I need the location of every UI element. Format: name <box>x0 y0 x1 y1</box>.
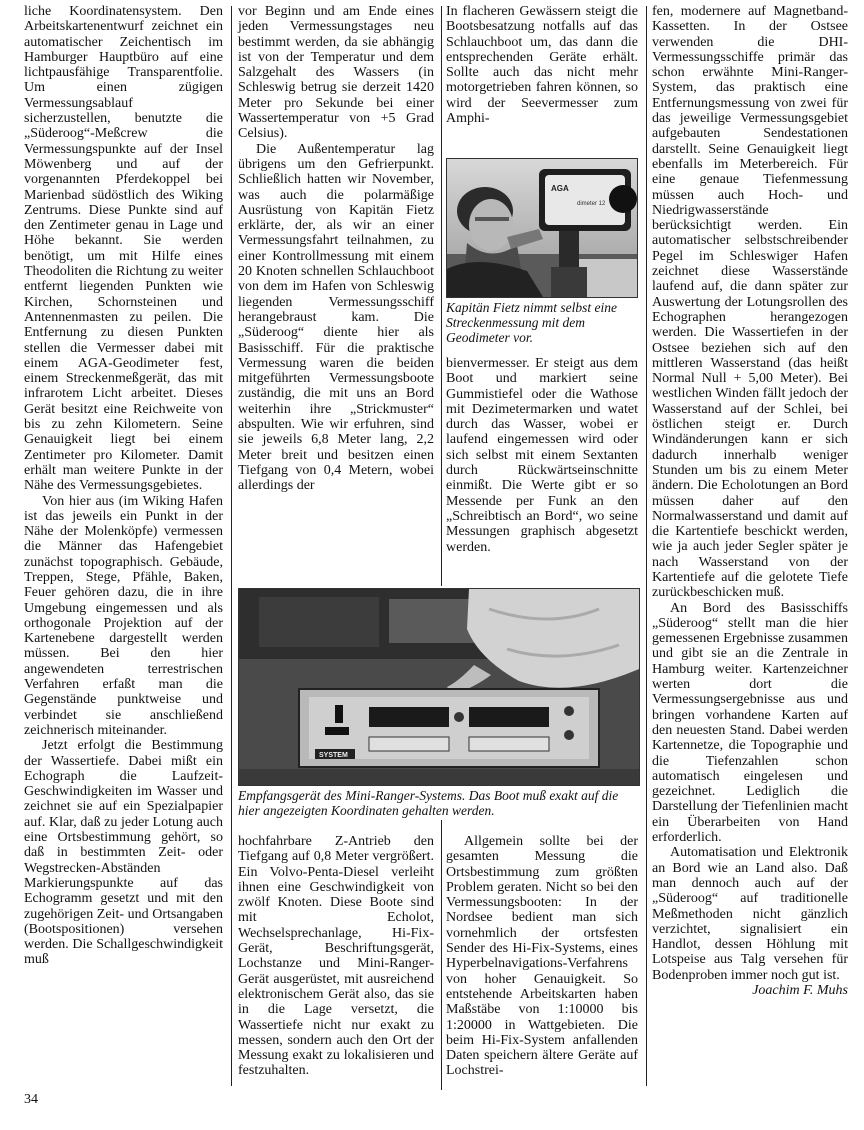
column-rule-2 <box>441 6 442 586</box>
paragraph: In flacheren Gewässern steigt die Bootsbesatzung notfalls auf das Schlauchboot um, das dann die entsprechenden Geräte erhält. Sollte auch das nicht mehr motorgetrieben fahren können, so wird der Seevermesser zum Amphi- <box>446 4 638 127</box>
device-brand-text: SYSTEM <box>319 752 348 759</box>
column-rule-3 <box>646 6 647 1086</box>
column-3-bottom <box>446 834 638 1079</box>
paragraph: bienvermesser. Er steigt aus dem Boot und markiert seine Gummistiefel oder die Wathose mit Dezimetermarken und watet durch das Wasser, wobei er laufend eingemessen wird oder sich selbst mit einem Sextanten durch Rückwärtseinschnitte einmißt. Die Werte gibt er so Messende per Funk an den „Schreibtisch an Bord“, wo seine Messungen graphisch abgesetzt werden. <box>446 356 638 555</box>
column-rule-2b <box>441 820 442 1090</box>
column-3-top <box>446 4 638 126</box>
paragraph: hochfahrbare Z-Antrieb den Tiefgang auf 0,8 Meter vergrößert. Ein Volvo-Penta-Diesel verleiht ihnen eine Geschwindigkeit von zwölf Knoten. Diese Boote sind mit Echolot, Wechselsprechanlage, Hi-Fix-Gerät, Beschriftungsgerät, Lochstanze und Mini-Ranger-Gerät ausgerüstet, mit ausreichend elektronischem Gerät also, das sie in die Lage versetzt, die Wassertiefe nicht nur exakt zu messen, sondern auch den Ort der Messung exakt zu lokalisieren und festzuhalten. <box>238 834 434 1079</box>
photo-captain-geodimeter-image <box>447 159 637 297</box>
photo-captain-geodimeter <box>446 158 638 298</box>
caption-photo-2: Empfangsgerät des Mini-Ranger-Systems. Das Boot muß exakt auf die hier angezeigten Koordinaten gehalten werden. <box>238 788 619 818</box>
column-4 <box>652 4 848 998</box>
caption-photo-1: Kapitän Fietz nimmt selbst eine Streckenmessung mit dem Geodimeter vor. <box>446 300 617 345</box>
column-3-middle <box>446 356 638 555</box>
paragraph: fen, modernere auf Magnetband-Kassetten. In der Ostsee verwenden die DHI-Vermessungsschiffe primär das schon erwähnte Mini-Ranger-System, das praktisch eine Entfernungsmessung von zwei für das jeweilige Vermessungsgebiet aufgebauten Sendestationen darstellt. Seine Genauigkeit liegt ebenfalls im Meterbereich. Für eine genaue Tiefenmessung müssen auch Hoch- und Niedrigwasserstände berücksichtigt werden. Ein automatischer selbstschreibender Pegel im Schleswiger Hafen zeichnet diese Wasserstände laufend auf, die dann später zur Auswertung der Lotungsrollen des Echographen herangezogen werden. Die Wassertiefen in der Ostsee beziehen sich auf den mittleren Wasserstand (das heißt Normal Null + 5,00 Meter). Bei westlichen Winden fällt jedoch der Wasserstand auf der Schlei, bei östlichen steigt er. Durch Windänderungen kann er sich dadurch innerhalb weniger Stunden um bis zu einem Meter ändern. Die Echolotungen an Bord müssen daher auf den Normalwasserstand und damit auf die Kartentiefe beschickt werden, wie ja auch jeder Segler später je nach Wasserstand von der Kartentiefe auf die gelotete Tiefe zurückbeschicken muß. <box>652 4 848 601</box>
paragraph: liche Koordinatensystem. Den Arbeitskartenentwurf zeichnet ein automatischer Zeichentisch im Hamburger Hauptbüro auf eine lichtpausfähige Transparentfolie. Um einen zügigen Vermessungsablauf sicherzustellen, benutzte die „Süderoog“-Meßcrew die Vermessungspunkte auf der Insel Möwenberg und auf der vorgenannten Pferdekoppel bei Marienbad südöstlich des Wiking Zentrums. Diese Punkte sind auf den Zentimeter genau in Lage und Höhe bekannt. Sie werden benötigt, um mit Hilfe eines Theodoliten die Richtung zu weiter entfernt liegenden Punkten wie Kirchen, Schornsteinen und Antennenmasten zu peilen. Die Entfernung zu diesen Punkten stellen die Vermesser dabei mit einem AGA-Geodimeter fest, einem Streckenmeßgerät, das mit infrarotem Licht arbeitet. Dieses Gerät besitzt eine Reichweite von bis zu zehn Kilometern. Seine Genauigkeit liegt bei einem Zentimeter pro Kilometer. Damit erhält man weitere Punkte in der Nähe des Vermessungsgebietes. <box>24 4 223 494</box>
column-2-bottom <box>238 834 434 1079</box>
column-2-top <box>238 4 434 494</box>
column-1 <box>24 4 223 968</box>
page-number: 34 <box>24 1092 38 1107</box>
photo-mini-ranger-receiver <box>238 588 640 786</box>
aga-logo-text: AGA <box>551 184 569 193</box>
column-rule-1 <box>231 6 232 1086</box>
geodimeter-label-text: dimeter 12 <box>577 201 606 207</box>
paragraph: Die Außentemperatur lag übrigens um den Gefrierpunkt. Schließlich hatten wir November, was auch die polarmäßige Ausrüstung von Kapitän Fietz erklärte, der, als wir an einer Vermessungsfahrt teilnahmen, zu einer Kontrollmessung mit einem 20 Knoten schnellen Schlauchboot von dem im Hafen von Schleswig liegenden Vermessungsschiff herangebraust kam. Die „Süderoog“ diente hier als Basisschiff. Für die praktische Vermessung waren die beiden mitgeführten Vermessungsboote zuständig, die mit uns an Bord weiterhin ihre „Strickmuster“ abspulten. Wie wir erfuhren, sind sie jeweils 6,8 Meter lang, 2,2 Meter breit und besitzen einen Tiefgang von 0,4 Metern, wobei allerdings der <box>238 141 434 494</box>
paragraph: Automatisation und Elektronik an Bord wie an Land also. Daß man dennoch auch auf der „Süderoog“ auf traditionelle Meßmethoden nicht gänzlich verzichtet, signalisiert ein Handlot, dessen Höhlung mit Lotspeise aus Talg versehen für Bodenproben immer noch gut ist. <box>652 845 848 983</box>
paragraph: vor Beginn und am Ende eines jeden Vermessungstages neu bestimmt werden, da sie abhängig ist von der Temperatur und dem Salzgehalt des Wassers (in Schleswig betrug sie derzeit 1420 Meter pro Sekunde bei einer Wassertemperatur von +5 Grad Celsius). <box>238 4 434 142</box>
photo-mini-ranger-receiver-image <box>239 589 639 785</box>
author-signature: Joachim F. Muhs <box>752 983 848 998</box>
paragraph: Von hier aus (im Wiking Hafen ist das jeweils ein Punkt in der Nähe der Molenköpfe) vermessen die Männer das Hafengebiet zunächst topographisch. Gebäude, Treppen, Stege, Pfähle, Baken, Feuer gehören dazu, die in ihre Umgebung eingemessen und als orthogonale Projektion auf der Kartenebene dargestellt werden müssen. Bei den hier angewendeten terrestrischen Verfahren erfaßt man die Gegenstände punktweise und verbindet sie anschließend zeichnerisch miteinander. <box>24 493 223 738</box>
paragraph: Jetzt erfolgt die Bestimmung der Wassertiefe. Dabei mißt ein Echograph die Laufzeit-Geschwindigkeiten im Wasser und zeichnet sie auf ein Spezialpapier auf. Klar, daß zu jeder Lotung auch eine Ortsbestimmung gehört, so daß in bestimmten Zeit- oder Wegstrecken-Abständen Markierungspunkte auf das Echogramm gesetzt und mit den zugehörigen Zeit- und Ortsangaben (Bootspositionen) versehen werden. Die Schallgeschwindigkeit muß <box>24 738 223 968</box>
paragraph: Allgemein sollte bei der gesamten Messung die Ortsbestimmung zum größten Problem geraten. Nicht so bei den Vermessungsbooten: In der Nordsee bedient man sich vornehmlich der ortsfesten Sender des Hi-Fix-Systems, eines Hyperbelnavigations-Verfahrens von hoher Genauigkeit. So entstehende Arbeitskarten haben Maßstäbe von 1:10000 bis 1:20000 in Wattgebieten. Die beim Hi-Fix-System anfallenden Daten speichern ältere Geräte auf Lochstrei- <box>446 834 638 1079</box>
paragraph: An Bord des Basisschiffs „Süderoog“ stellt man die hier gemessenen Ergebnisse zusammen und gibt sie an die Zentrale in Hamburg weiter. Kartenzeichner werten dort die Vermessungsergebnisse aus und bringen vorhandene Karten auf den neuesten Stand. Dabei werden Kartennetze, die Topographie und die Tiefenzahlen schon automatisch eingelesen und gezeichnet. Lediglich die Darstellung der Tiefenlinien macht ein Überarbeiten von Hand erforderlich. <box>652 600 848 846</box>
